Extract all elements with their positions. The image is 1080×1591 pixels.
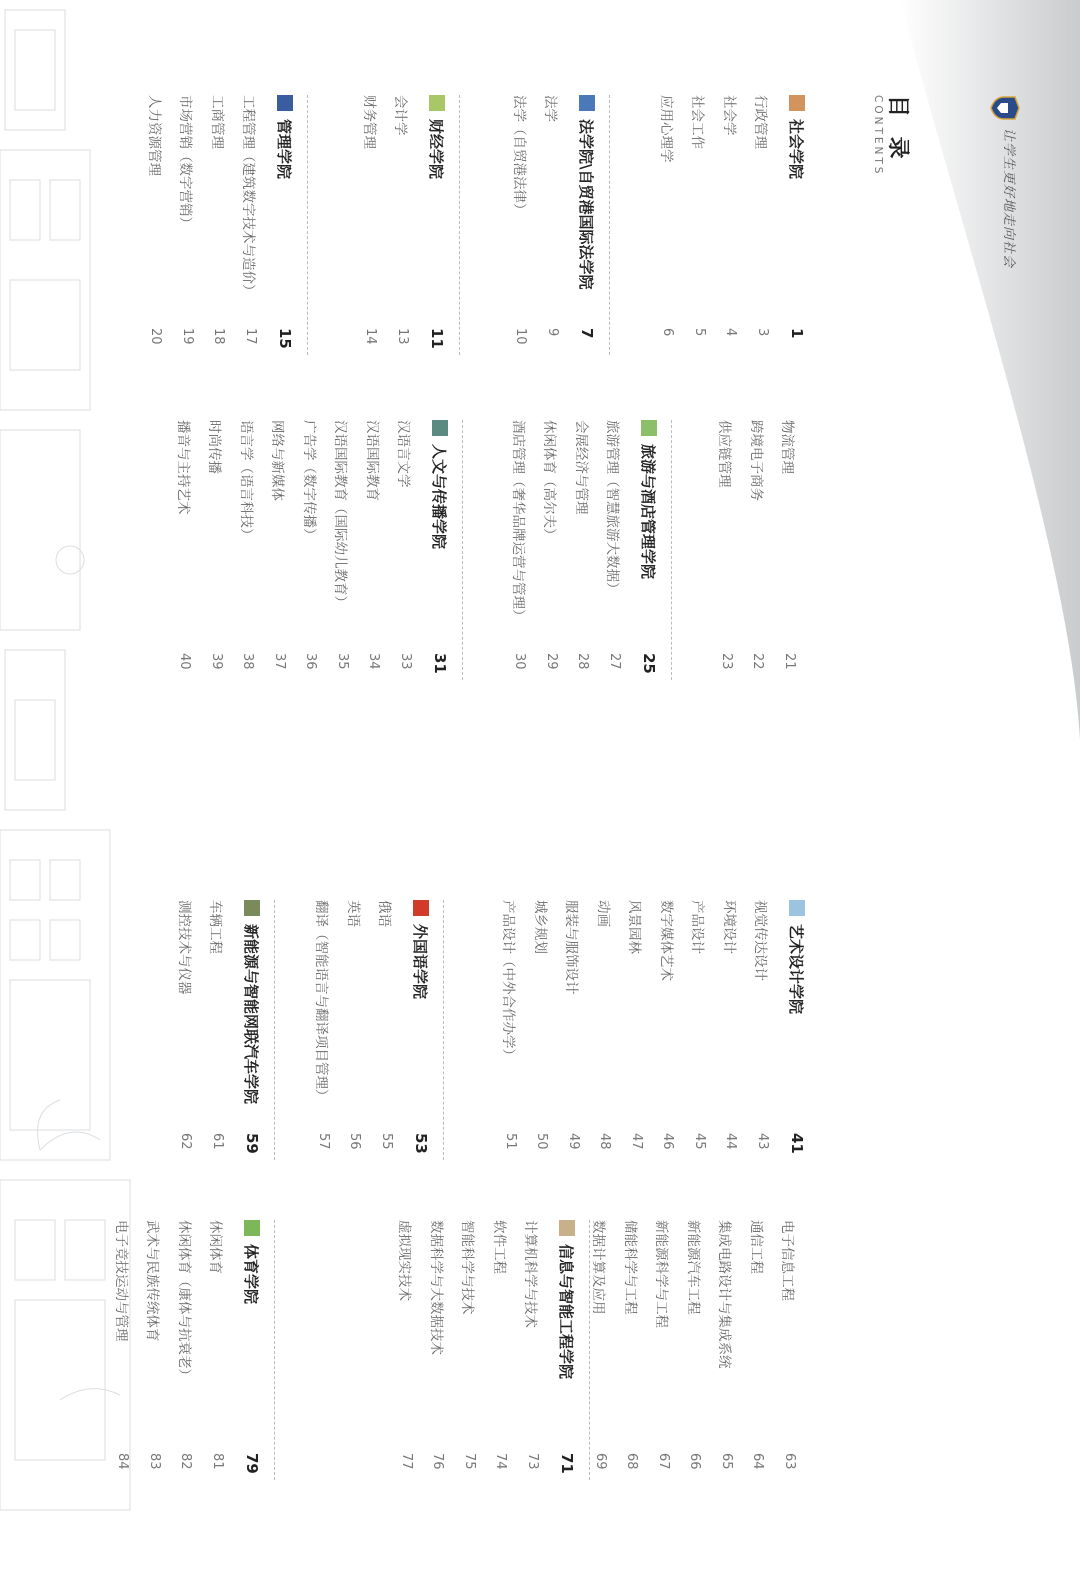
section-divider (462, 420, 463, 680)
major-name: 翻译（智能语言与翻译项目管理） (313, 900, 330, 1103)
college-block (169, 420, 453, 674)
major-name: 休闲体育（高尔夫） (541, 420, 558, 542)
college-page-number: 11 (428, 328, 446, 349)
college-page-number: 25 (640, 653, 658, 674)
major-entry[interactable] (169, 420, 201, 670)
college-color-square-icon (244, 1220, 260, 1236)
college-header[interactable] (272, 95, 298, 349)
college-color-square-icon (641, 420, 657, 436)
major-name: 供应链管理 (716, 420, 733, 488)
major-page-number: 3 (754, 328, 770, 337)
major-entry[interactable] (201, 420, 233, 670)
major-page-number: 10 (513, 328, 529, 345)
section-divider (274, 1220, 275, 1480)
major-page-number: 75 (461, 1453, 477, 1470)
major-entry[interactable] (679, 1220, 711, 1470)
section-divider (609, 95, 610, 355)
major-entry[interactable] (589, 900, 621, 1150)
major-name: 法学 (542, 95, 559, 122)
major-name: 会计学 (392, 95, 409, 136)
major-page-number: 56 (347, 1133, 363, 1150)
major-page-number: 39 (208, 653, 224, 670)
major-page-number: 66 (687, 1453, 703, 1470)
major-page-number: 6 (660, 328, 676, 337)
major-name: 数字媒体艺术 (657, 900, 674, 981)
major-entry[interactable] (390, 420, 422, 670)
college-header[interactable] (408, 900, 434, 1154)
college-page-number: 53 (412, 1133, 430, 1154)
major-name: 休闲体育（康体与抗衰老） (175, 1220, 192, 1382)
college-name: 管理学院 (275, 119, 294, 180)
college-name: 艺术设计学院 (787, 924, 806, 1015)
major-entry[interactable] (537, 95, 569, 337)
major-page-number: 5 (691, 328, 707, 337)
major-page-number: 13 (394, 328, 410, 345)
major-page-number: 81 (209, 1453, 225, 1470)
college-header[interactable] (239, 1220, 265, 1474)
major-name: 广告学（数字传播） (300, 420, 317, 542)
major-entry[interactable] (504, 420, 536, 670)
major-name: 动画 (594, 900, 611, 927)
college-name: 外国语学院 (411, 924, 430, 1000)
college-block (652, 95, 810, 339)
major-entry[interactable] (774, 1220, 806, 1470)
major-entry[interactable] (715, 95, 747, 337)
major-name: 通信工程 (747, 1220, 764, 1274)
college-header[interactable] (636, 420, 662, 674)
major-page-number: 18 (211, 328, 227, 345)
major-entry[interactable] (684, 95, 716, 337)
major-entry[interactable] (621, 900, 653, 1150)
major-page-number: 74 (493, 1453, 509, 1470)
major-page-number: 29 (543, 653, 559, 670)
college-name: 旅游与酒店管理学院 (639, 444, 658, 580)
major-entry[interactable] (202, 900, 234, 1150)
major-page-number: 9 (544, 328, 560, 337)
major-name: 旅游管理（智慧旅游大数据） (604, 420, 621, 596)
major-page-number: 30 (512, 653, 528, 670)
major-name: 软件工程 (490, 1220, 507, 1274)
major-entry[interactable] (505, 95, 537, 345)
college-block (391, 1220, 581, 1474)
major-entry[interactable] (648, 1220, 680, 1470)
major-name: 会展经济与管理 (572, 420, 589, 515)
major-entry[interactable] (203, 95, 235, 345)
major-name: 播音与主持艺术 (174, 420, 191, 515)
major-entry[interactable] (711, 420, 743, 670)
college-header[interactable] (574, 95, 600, 339)
major-page-number: 21 (781, 653, 797, 670)
major-page-number: 38 (240, 653, 256, 670)
major-entry[interactable] (558, 900, 590, 1150)
college-page-number: 59 (243, 1133, 261, 1154)
college-page-number: 1 (788, 328, 806, 339)
major-page-number: 73 (524, 1453, 540, 1470)
major-name: 市场营销（数字营销） (177, 95, 194, 230)
major-name: 汉语言文学 (395, 420, 412, 488)
major-entry[interactable] (536, 420, 568, 670)
college-block (504, 420, 662, 674)
college-name: 新能源与智能网联汽车学院 (242, 924, 261, 1105)
major-entry[interactable] (139, 1220, 171, 1470)
major-entry[interactable] (684, 900, 716, 1150)
college-color-square-icon (789, 900, 805, 916)
college-name: 体育学院 (242, 1244, 261, 1305)
major-name: 财务管理 (360, 95, 377, 149)
major-page-number: 17 (242, 328, 258, 345)
major-entry[interactable] (358, 420, 390, 670)
major-entry[interactable] (454, 1220, 486, 1470)
major-entry[interactable] (107, 1220, 139, 1470)
major-entry[interactable] (170, 1220, 202, 1470)
major-page-number: 67 (655, 1453, 671, 1470)
college-block (140, 95, 298, 349)
major-page-number: 4 (723, 328, 739, 337)
major-name: 车辆工程 (207, 900, 224, 954)
major-entry[interactable] (616, 1220, 648, 1470)
major-name: 语言学（语言科技） (237, 420, 254, 542)
college-block (585, 1220, 806, 1470)
major-entry[interactable] (232, 420, 264, 670)
major-page-number: 55 (378, 1133, 394, 1150)
college-name: 法学院\自贸港国际法学院 (577, 119, 596, 290)
major-entry[interactable] (715, 900, 747, 1150)
major-page-number: 40 (177, 653, 193, 670)
major-name: 汉语国际教育（国际幼儿教育） (332, 420, 349, 609)
major-page-number: 83 (146, 1453, 162, 1470)
college-block (107, 1220, 265, 1474)
college-color-square-icon (579, 95, 595, 111)
major-page-number: 28 (575, 653, 591, 670)
college-page-number: 71 (558, 1453, 576, 1474)
school-slogan: 让学生更好地走向社会 (1001, 128, 1016, 269)
major-page-number: 35 (334, 653, 350, 670)
major-entry[interactable] (371, 900, 403, 1150)
major-page-number: 37 (271, 653, 287, 670)
college-color-square-icon (244, 900, 260, 916)
college-block (355, 95, 450, 349)
major-name: 酒店管理（奢华品牌运营与管理） (509, 420, 526, 623)
major-page-number: 36 (303, 653, 319, 670)
major-name: 数据科学与大数据技术 (427, 1220, 444, 1355)
major-entry[interactable] (517, 1220, 549, 1470)
major-name: 城乡规划 (531, 900, 548, 954)
major-entry[interactable] (170, 900, 202, 1150)
major-name: 电子信息工程 (779, 1220, 796, 1301)
page-title: 目 录 (885, 95, 910, 165)
college-name: 人文与传播学院 (430, 444, 449, 550)
major-page-number: 46 (660, 1133, 676, 1150)
major-entry[interactable] (387, 95, 419, 345)
major-page-number: 23 (718, 653, 734, 670)
college-color-square-icon (432, 420, 448, 436)
section-divider (589, 1220, 590, 1480)
college-name: 财经学院 (427, 119, 446, 180)
college-header[interactable] (554, 1220, 580, 1474)
major-name: 风景园林 (626, 900, 643, 954)
major-entry[interactable] (742, 420, 774, 670)
major-name: 计算机科学与技术 (522, 1220, 539, 1328)
major-entry[interactable] (747, 95, 779, 337)
major-name: 数据计算及应用 (590, 1220, 607, 1315)
major-page-number: 76 (430, 1453, 446, 1470)
college-color-square-icon (413, 900, 429, 916)
major-entry[interactable] (599, 420, 631, 670)
college-color-square-icon (789, 95, 805, 111)
major-name: 服装与服饰设计 (563, 900, 580, 995)
major-page-number: 57 (315, 1133, 331, 1150)
college-page-number: 41 (788, 1133, 806, 1154)
college-page-number: 31 (431, 653, 449, 674)
section-divider (274, 900, 275, 1160)
major-page-number: 69 (592, 1453, 608, 1470)
major-entry[interactable] (391, 1220, 423, 1470)
major-entry[interactable] (172, 95, 204, 345)
major-entry[interactable] (567, 420, 599, 670)
major-name: 电子竞技运动与管理 (112, 1220, 129, 1342)
major-page-number: 49 (565, 1133, 581, 1150)
college-page-number: 79 (243, 1453, 261, 1474)
college-color-square-icon (277, 95, 293, 111)
major-name: 时尚传播 (206, 420, 223, 474)
major-entry[interactable] (711, 1220, 743, 1470)
college-header[interactable] (784, 900, 810, 1154)
major-name: 集成电路设计与集成系统 (716, 1220, 733, 1369)
college-header[interactable] (427, 420, 453, 674)
major-page-number: 48 (597, 1133, 613, 1150)
major-entry[interactable] (339, 900, 371, 1150)
major-name: 工商管理 (208, 95, 225, 149)
major-entry[interactable] (140, 95, 172, 345)
major-page-number: 51 (502, 1133, 518, 1150)
major-entry[interactable] (264, 420, 296, 670)
major-name: 视觉传达设计 (752, 900, 769, 981)
major-page-number: 68 (624, 1453, 640, 1470)
major-page-number: 33 (397, 653, 413, 670)
major-page-number: 45 (691, 1133, 707, 1150)
major-name: 环境设计 (720, 900, 737, 954)
major-name: 测控技术与仪器 (175, 900, 192, 995)
college-name: 社会学院 (787, 119, 806, 180)
major-page-number: 20 (148, 328, 164, 345)
major-name: 储能科学与工程 (621, 1220, 638, 1315)
college-name: 信息与智能工程学院 (557, 1244, 576, 1380)
major-name: 网络与新媒体 (269, 420, 286, 501)
major-page-number: 61 (209, 1133, 225, 1150)
college-block (505, 95, 600, 345)
major-page-number: 47 (628, 1133, 644, 1150)
major-name: 人力资源管理 (145, 95, 162, 176)
college-block (170, 900, 265, 1154)
major-entry[interactable] (327, 420, 359, 670)
college-block (495, 900, 811, 1154)
page-subtitle: CONTENTS (872, 95, 884, 177)
major-name: 汉语国际教育 (363, 420, 380, 501)
college-page-number: 7 (578, 328, 596, 339)
section-divider (307, 95, 308, 355)
major-name: 智能科学与技术 (459, 1220, 476, 1315)
major-name: 跨境电子商务 (747, 420, 764, 501)
college-color-square-icon (559, 1220, 575, 1236)
major-entry[interactable] (235, 95, 267, 345)
major-entry[interactable] (202, 1220, 234, 1470)
major-entry[interactable] (355, 95, 387, 345)
major-name: 虚拟现实技术 (396, 1220, 413, 1301)
major-page-number: 22 (750, 653, 766, 670)
school-emblem-icon (990, 95, 1020, 121)
college-header[interactable] (239, 900, 265, 1154)
major-entry[interactable] (422, 1220, 454, 1470)
major-name: 产品设计（中外合作办学） (500, 900, 517, 1062)
college-page-number: 15 (276, 328, 294, 349)
section-divider (459, 95, 460, 355)
major-name: 社会工作 (689, 95, 706, 149)
major-name: 社会学 (720, 95, 737, 136)
major-name: 俄语 (376, 900, 393, 927)
major-page-number: 63 (781, 1453, 797, 1470)
major-name: 产品设计 (689, 900, 706, 954)
major-page-number: 43 (754, 1133, 770, 1150)
major-entry[interactable] (774, 420, 806, 670)
major-page-number: 50 (534, 1133, 550, 1150)
major-entry[interactable] (747, 900, 779, 1150)
major-page-number: 34 (366, 653, 382, 670)
major-page-number: 84 (115, 1453, 131, 1470)
major-entry[interactable] (485, 1220, 517, 1470)
major-entry[interactable] (308, 900, 340, 1150)
major-entry[interactable] (295, 420, 327, 670)
college-block (308, 900, 435, 1154)
major-entry[interactable] (526, 900, 558, 1150)
major-page-number: 27 (606, 653, 622, 670)
major-name: 新能源汽车工程 (684, 1220, 701, 1315)
major-name: 休闲体育 (207, 1220, 224, 1274)
college-header[interactable] (424, 95, 450, 349)
major-page-number: 65 (718, 1453, 734, 1470)
college-color-square-icon (429, 95, 445, 111)
major-name: 法学（自贸港法律） (510, 95, 527, 217)
major-page-number: 62 (178, 1133, 194, 1150)
major-page-number: 14 (363, 328, 379, 345)
college-header[interactable] (784, 95, 810, 339)
major-name: 新能源科学与工程 (653, 1220, 670, 1328)
section-divider (443, 900, 444, 1160)
major-page-number: 19 (179, 328, 195, 345)
major-name: 物流管理 (779, 420, 796, 474)
major-page-number: 64 (750, 1453, 766, 1470)
major-name: 英语 (344, 900, 361, 927)
major-name: 工程管理（建筑数字技术与造价） (240, 95, 257, 298)
college-block (711, 420, 806, 670)
section-divider (671, 420, 672, 680)
major-name: 行政管理 (752, 95, 769, 149)
major-entry[interactable] (742, 1220, 774, 1470)
major-page-number: 77 (398, 1453, 414, 1470)
major-entry[interactable] (495, 900, 527, 1150)
major-name: 应用心理学 (657, 95, 674, 163)
major-page-number: 82 (178, 1453, 194, 1470)
major-page-number: 44 (723, 1133, 739, 1150)
major-entry[interactable] (652, 95, 684, 337)
major-name: 武术与民族传统体育 (144, 1220, 161, 1342)
major-entry[interactable] (652, 900, 684, 1150)
